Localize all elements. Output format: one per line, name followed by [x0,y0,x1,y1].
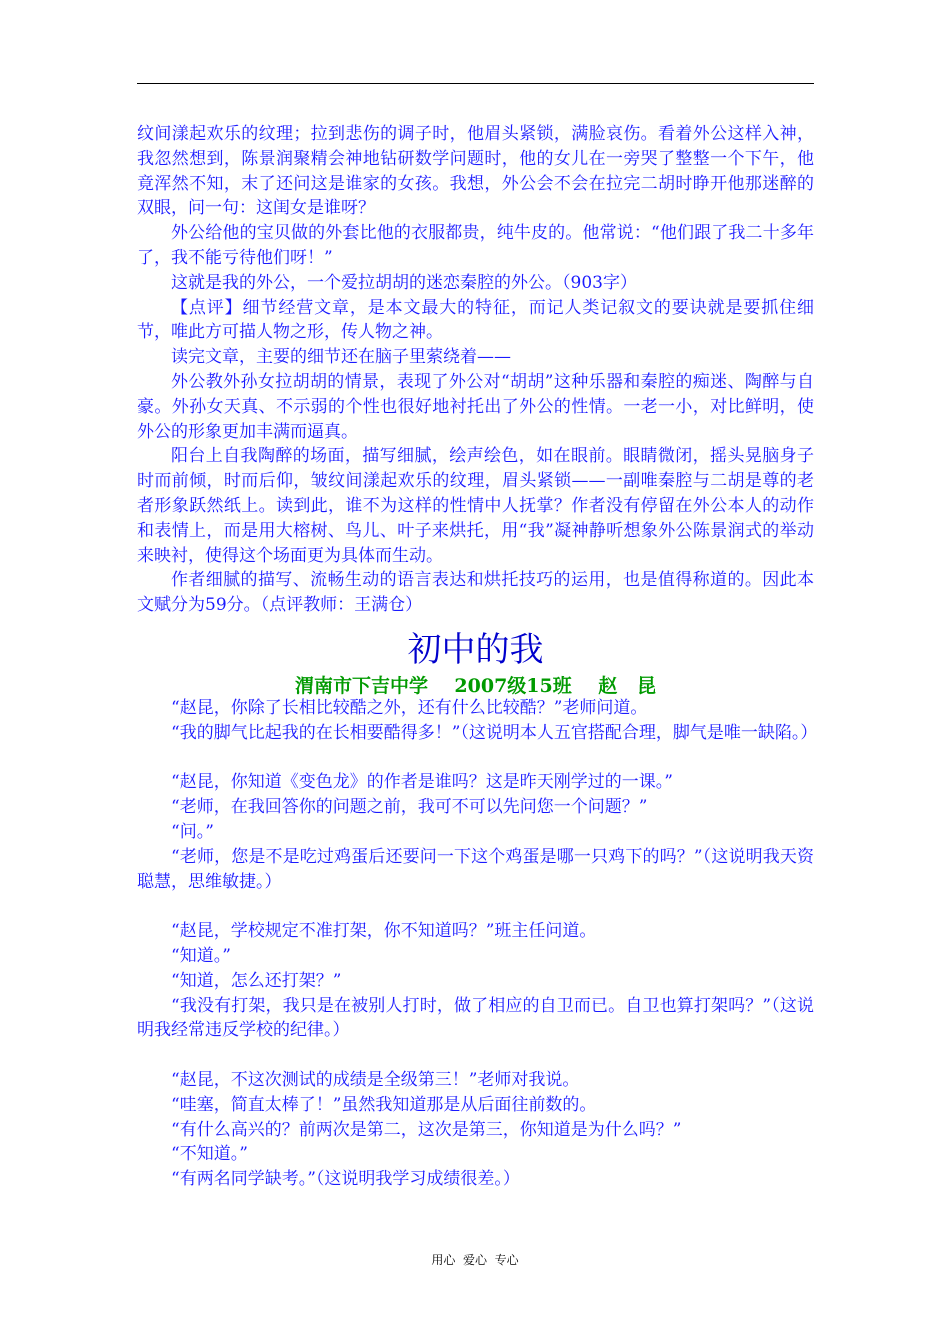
dialogue-line: “我的脚气比起我的在长相要酷得多！”（这说明本人五官搭配合理，脚气是唯一缺陷。） [171,722,818,743]
dialogue-line: “赵昆，不这次测试的成绩是全级第三！”老师对我说。 [171,1069,580,1090]
dialogue-line: “有两名同学缺考。”（这说明我学习成绩很差。） [171,1169,520,1190]
commentary-paragraph: 外公教外孙女拉胡胡的情景，表现了外公对“胡胡”这种乐器和秦腔的痴迷、陶醉与自豪。外孙女天真、不示弱的个性也很好地衬托出了外公的性情。一老一小，对比鲜明，使外公的形象更加丰满而逼真。 [137,371,814,442]
dialogue-line: “赵昆，学校规定不准打架，你不知道吗？”班主任问道。 [171,921,597,942]
dialogue-line: “哇塞，简直太棒了！”虽然我知道那是从后面往前数的。 [171,1094,597,1115]
commentary-paragraph: 作者细腻的描写、流畅生动的语言表达和烘托技巧的运用，也是值得称道的。因此本文赋分为59分。（点评教师：王满仓） [137,570,814,616]
paragraph-spacer [137,894,814,919]
paragraph-spacer [137,746,814,771]
commentary-heading-paragraph: 【点评】细节经营文章，是本文最大的特征，而记人类记叙文的要诀就是要抓住细节，唯此方可描人物之形，传人物之神。 [137,297,814,343]
commentary-paragraph: 读完文章，主要的细节还在脑子里萦绕着—— [171,347,511,368]
essay-title: 初中的我 [407,630,544,670]
header-rule [137,83,814,84]
dialogue-line: “问。” [171,821,214,842]
essay-byline: 渭南市下吉中学 2007级15班 赵 昆 [294,675,657,697]
dialogue-line: “赵昆，你除了长相比较酷之外，还有什么比较酷？”老师问道。 [171,698,648,718]
dialogue-line: “老师，在我回答你的问题之前，我可不可以先问您一个问题？” [171,797,648,818]
essay-paragraph: 外公给他的宝贝做的外套比他的衣服都贵，纯牛皮的。他常说：“他们跟了我二十多年了，我不能亏待他们呀！” [137,223,814,268]
essay-paragraph: 纹间漾起欢乐的纹理；拉到悲伤的调子时，他眉头紧锁，满脸哀伤。看着外公这样入神，我忽然想到，陈景润聚精会神地钻研数学问题时，他的女儿在一旁哭了整整一个下午，他竟浑然不知，末了还问这是谁家的女孩。我想，外公会不会在拉完二胡时睁开他那迷醉的双眼，问一句：这闺女是谁呀？ [137,124,814,219]
dialogue-line: “有什么高兴的？前两次是第二，这次是第三，你知道是为什么吗？” [171,1119,682,1140]
dialogue-line: “我没有打架，我只是在被别人打时，做了相应的自卫而已。自卫也算打架吗？”（这说明我经常违反学校的纪律。） [137,995,814,1041]
essay-paragraph: 这就是我的外公，一个爱拉胡胡的迷恋秦腔的外公。（903字） [171,272,637,293]
dialogue-line: “知道，怎么还打架？” [171,970,342,991]
dialogue-line: “老师，您是不是吃过鸡蛋后还要问一下这个鸡蛋是哪一只鸡下的吗？”（这说明我天资聪慧，思维敏捷。） [137,846,814,892]
paragraph-spacer [137,1043,814,1068]
commentary-paragraph: 阳台上自我陶醉的场面，描写细腻，绘声绘色，如在眼前。眼睛微闭，摇头晃脑身子时而前倾，时而后仰，皱纹间漾起欢乐的纹理，眉头紧锁——一副唯秦腔与二胡是尊的老者形象跃然纸上。读到此，谁不为这样的性情中人抚掌？作者没有停留在外公本人的动作和表情上，而是用大榕树、鸟儿、叶子来烘托，用“我”凝神静听想象外公陈景润式的举动来映衬，使得这个场面更为具体而生动。 [137,446,814,566]
essay-continuation [137,122,814,618]
page-footer: 用心 爱心 专心 [431,1253,519,1267]
dialogue-line: “赵昆，你知道《变色龙》的作者是谁吗？这是昨天刚学过的一课。” [171,772,673,793]
dialogue-line: “知道。” [171,945,231,966]
essay-body [137,696,818,1192]
dialogue-line: “不知道。” [171,1144,248,1165]
